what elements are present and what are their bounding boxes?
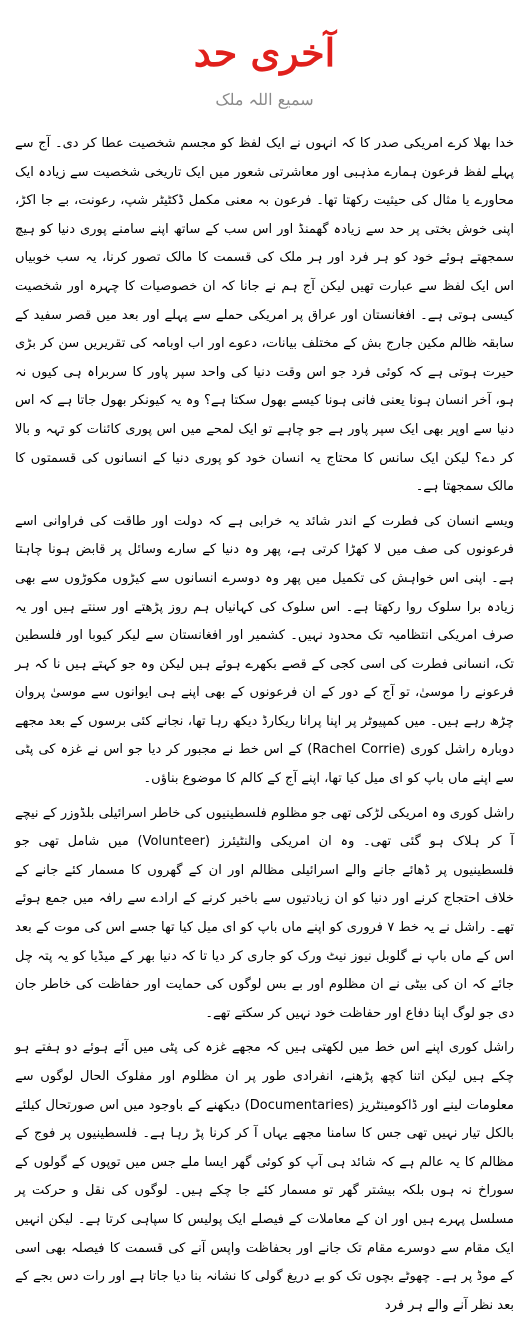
paragraph: ویسے انسان کی فطرت کے اندر شائد یہ خرابی ہے کہ دولت اور طاقت کی فراوانی اسے فرعونوں کی صف میں لا کھڑا کرتی ہے، پھر وہ دنیا کے سارے وسائل پر قابض ہونا چاہتا ہے۔ اپنی اس خواہش کی تکمیل میں پھر وہ دوسرے انسانوں سے کیڑوں مکوڑوں سے بھی زیادہ برا سلوک روا رکھتا ہے۔ اس سلوک کی کہانیاں ہم روز پڑھتے اور سنتے ہیں اور یہ صرف امریکی انتظامیہ تک محدود نہیں۔ کشمیر اور افغانستان سے لیکر کیوبا اور فلسطین تک، انسانی فطرت کی اسی کجی کے قصے بکھرے ہوئے ہیں لیکن وہ جو کہتے ہیں نا کہ ہر فرعونے را موسیٰ، تو آج کے دور کے ان فرعونوں کے بھی اپنے ہی ایوانوں سے موسیٰ پروان چڑھ رہے ہیں۔ میں کمپیوٹر پر اپنا پرانا ریکارڈ دیکھ رہا تھا، نجانے کئی برسوں کے بعد مجھے دوبارہ راشل کوری (Rachel Corrie) کے اس خط نے مجبور کر دیا جو اس نے غزہ کی پٹی سے اپنے ماں باپ کو ای میل کیا تھا، اپنے آج کے کالم کا موضوع بناؤں۔: [15, 513, 515, 787]
article-author: سمیع اللہ ملک: [215, 90, 314, 109]
article-title: آخری حد: [193, 30, 336, 75]
paragraph: راشل کوری وہ امریکی لڑکی تھی جو مظلوم فلسطینیوں کی خاطر اسرائیلی بلڈوزر کے نیچے آ کر ہلاک ہو گئی تھی۔ وہ ان امریکی والنٹیئرز (Volunteer) میں شامل تھی جو فلسطینیوں پر ڈھائے جانے والے اسرائیلی مظالم اور ان کے گھروں کا مسمار کئے جانے کے خلاف احتجاج کرنے اور دنیا کو ان زیادتیوں سے باخبر کرنے کے ارادے سے رافہ میں جمع ہوئے تھے۔ راشل نے یہ خط ۷ فروری کو اپنے ماں باپ کو ای میل کیا تھا جسے اس کی موت کے بعد اس کے ماں باپ نے گلوبل نیوز نیٹ ورک کو جاری کر دیا تا کہ دنیا بھر کے میڈیا کو یہ پتہ چل جائے کہ ان کی بیٹی نے ان مظلوم اور بے بس لوگوں کی حمایت اور حفاظت کی خاطر جان دی جو لوگ اپنا دفاع اور حفاظت خود نہیں کر سکتے تھے۔: [15, 805, 515, 1021]
paragraph: خدا بھلا کرے امریکی صدر کا کہ انہوں نے ایک لفظ کو مجسم شخصیت عطا کر دی۔ آج سے پہلے لفظ فرعون ہمارے مذہبی اور معاشرتی شعور میں ایک تاریخی شخصیت سے زیادہ ایک محاورے یا مثال کی حیثیت رکھتا تھا۔ فرعون بہ معنی مکمل ڈکٹیٹر شپ، رعونت، بے جا اکڑ، اپنی خوش بختی پر حد سے زیادہ گھمنڈ اور اس سب کے ساتھ اپنے سامنے پوری دنیا کو ہیچ سمجھتے ہوئے خود کو ہر فرد اور ہر ملک کی قسمت کا مالک تصور کرنا، یہ سب خوبیاں اس ایک لفظ سے عبارت تھیں لیکن آج ہم نے جانا کہ ان خصوصیات کا چہرہ اور شخصیت کیسی ہوتی ہے۔ افغانستان اور عراق پر امریکی حملے سے پہلے اور بعد میں قصر سفید کے سابقہ ظالم مکین جارج بش کے مختلف بیانات، دعوے اور اب اوبامہ کی تقریریں سن کر بڑی حیرت ہوتی ہے کہ کوئی فرد جو اس وقت دنیا کی واحد سپر پاور کا سربراہ ہی کیوں نہ ہو، آخر انسان ہونا یعنی فانی ہونا کیسے بھول سکتا ہے؟ وہ یہ کیونکر بھول جاتا ہے کہ اس دنیا سے اوپر بھی ایک سپر پاور ہے جو چاہے تو ایک لمحے میں اس پوری کائنات کو تہہ و بالا کر دے؟ لیکن ایک سانس کا محتاج یہ انسان خود کو پوری دنیا کے انسانوں کی قسمتوں کا مالک سمجھتا ہے۔: [15, 136, 514, 495]
article-body: [15, 130, 514, 1326]
paragraph: راشل کوری اپنے اس خط میں لکھتی ہیں کہ مجھے غزہ کی پٹی میں آئے ہوئے دو ہفتے ہو چکے ہیں لیکن اتنا کچھ پڑھنے، انفرادی طور پر ان مظلوم اور مفلوک الحال لوگوں سے معلومات لینے اور ڈاکومینٹریز (Documentaries) دیکھنے کے باوجود میں اس صورتحال کیلئے بالکل تیار نہیں تھی جس کا سامنا مجھے یہاں آ کر کرنا پڑ رہا ہے۔ فلسطینیوں پر فوج کے مظالم کا یہ عالم ہے کہ شائد ہی آپ کو کوئی گھر ایسا ملے جس میں توپوں کے گولوں کے سوراخ نہ ہوں بلکہ بیشتر گھر تو مسمار کئے جا چکے ہیں۔ لوگوں کی نقل و حرکت پر مسلسل پہرے ہیں اور ان کے معاملات کے فیصلے ایک پولیس کا سپاہی کرتا ہے۔ لیکن انہیں ایک مقام سے دوسرے مقام تک جانے اور بحفاظت واپس آنے کی قسمت کا فیصلہ بھی اسی کے موڈ پر ہے۔ چھوٹے بچوں تک کو بے دریغ گولی کا نشانہ بنا دیا جاتا ہے اور رات دس بجے کے بعد نظر آنے والے ہر فرد: [15, 1040, 514, 1313]
